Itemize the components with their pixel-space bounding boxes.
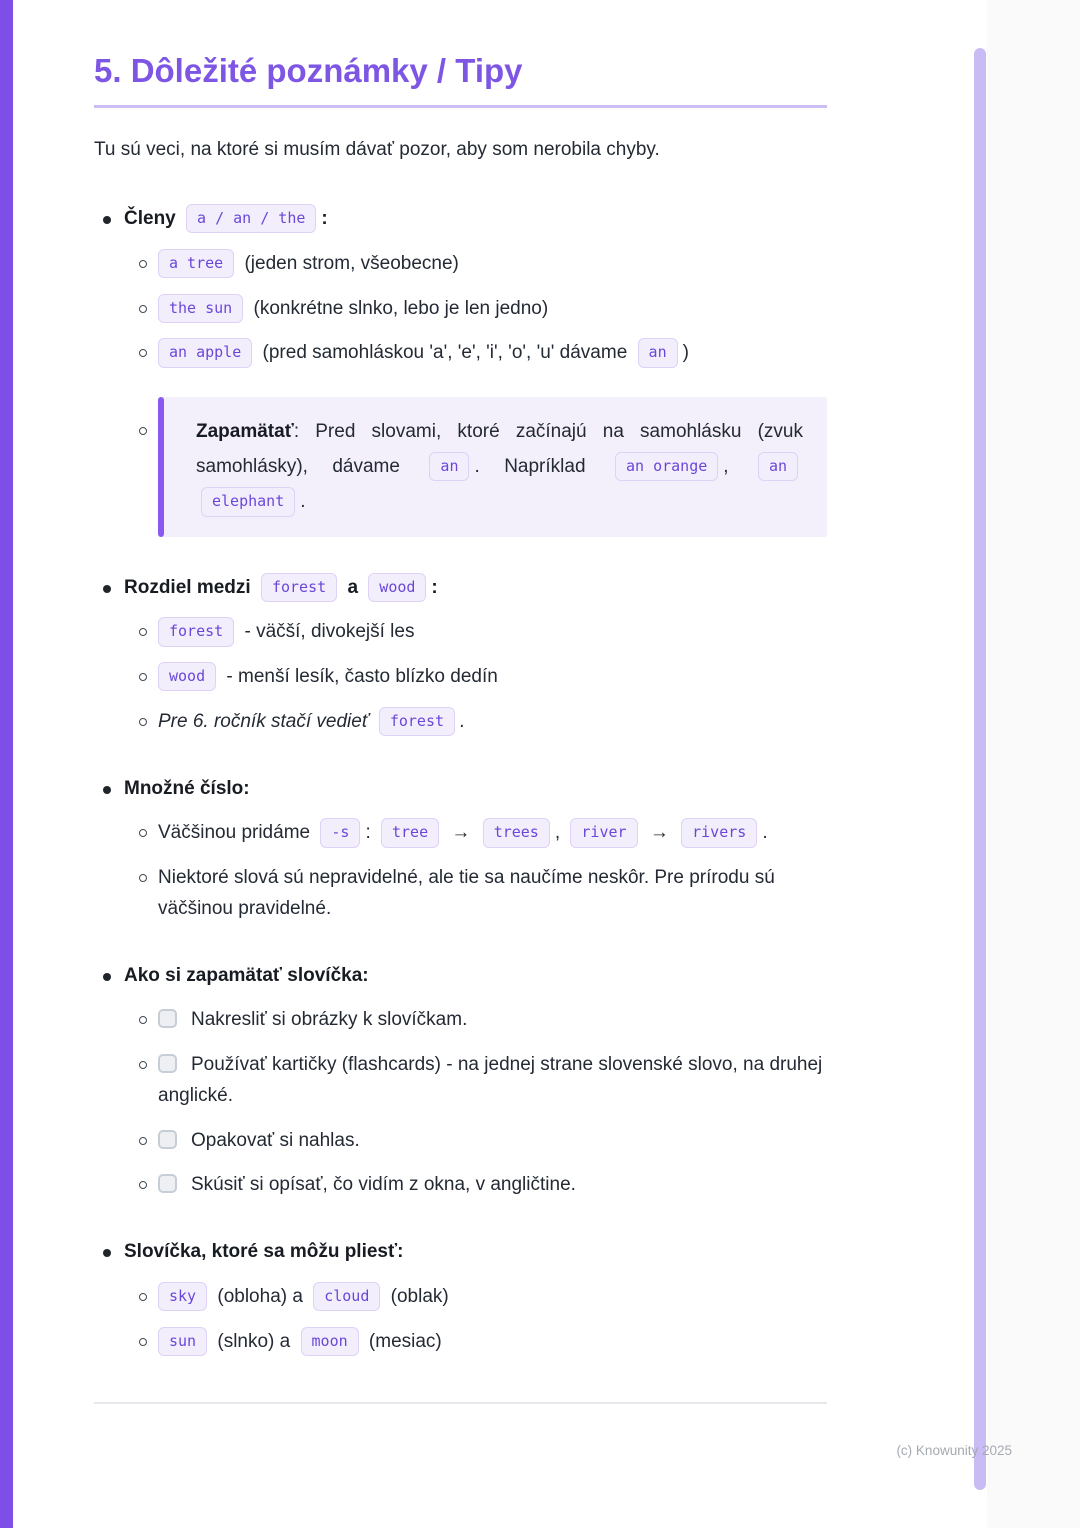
circle-bullet-icon: [139, 427, 147, 435]
footer-credit: (c) Knowunity 2025: [896, 1443, 1012, 1458]
text: Skúsiť si opísať, čo vidím z okna, v angličtine.: [191, 1174, 576, 1196]
sub-list: [124, 818, 827, 924]
item-heading: [124, 204, 827, 235]
intro-paragraph: Tu sú veci, na ktoré si musím dávať pozor, aby som nerobila chyby.: [94, 139, 660, 161]
sub-item-text: [158, 863, 827, 925]
circle-bullet-icon: [139, 1338, 147, 1346]
text: Väčšinou pridáme: [158, 822, 311, 844]
circle-bullet-icon: [139, 673, 147, 681]
text: (pred samohláskou 'a', 'e', 'i', 'o', 'u' dávame: [262, 342, 628, 364]
bullet-icon: [103, 216, 111, 224]
list-item-plural: [94, 774, 827, 925]
task-text: [158, 1170, 827, 1201]
sub-item-text: [158, 707, 827, 738]
code-chip: a tree: [158, 249, 234, 278]
circle-bullet-icon: [139, 1137, 147, 1145]
text: .: [762, 822, 768, 844]
item-heading: [124, 1237, 827, 1268]
text: (oblak): [390, 1285, 449, 1307]
task-text: [158, 1126, 827, 1157]
text: ,: [554, 822, 561, 844]
code-chip: river: [570, 818, 637, 847]
text: (jeden strom, všeobecne): [244, 252, 459, 274]
code-chip: moon: [301, 1327, 359, 1356]
section-divider: [94, 1402, 827, 1404]
colon: :: [397, 1241, 404, 1263]
sub-item: [124, 338, 827, 369]
code-chip: -s: [320, 818, 360, 847]
code-chip: forest: [379, 707, 455, 736]
left-accent-stripe: [0, 0, 13, 1528]
checkbox[interactable]: [158, 1130, 177, 1149]
sub-item: [124, 294, 827, 325]
text: (mesiac): [368, 1330, 442, 1352]
sub-list: [124, 1282, 827, 1358]
colon: :: [321, 208, 328, 230]
code-chip: an apple: [158, 338, 252, 367]
text: (konkrétne slnko, lebo je len jedno): [253, 297, 549, 319]
bullet-icon: [103, 585, 111, 593]
circle-bullet-icon: [139, 829, 147, 837]
task-text: [158, 1050, 827, 1112]
text: : Pred slovami, ktoré začínajú na samohlásku (zvuk samohlásky), dávame: [196, 421, 803, 478]
text: Nakresliť si obrázky k slovíčkam.: [191, 1009, 468, 1031]
page-title: 5. Dôležité poznámky / Tipy: [94, 50, 827, 108]
item-heading: [124, 573, 827, 604]
code-chip: an: [638, 338, 678, 367]
sub-item-text: [158, 338, 827, 369]
scrollbar-thumb[interactable]: [974, 48, 986, 1490]
code-chip: an orange: [615, 452, 718, 481]
list-item-memorize: [94, 961, 827, 1202]
sub-item: [124, 249, 827, 280]
code-chip: tree: [381, 818, 439, 847]
text: (obloha) a: [217, 1285, 303, 1307]
item-label: Členy: [124, 208, 176, 230]
sub-item-text: [158, 617, 827, 648]
list-item-articles: [94, 204, 827, 536]
circle-bullet-icon: [139, 1293, 147, 1301]
text: . Napríklad: [474, 456, 586, 478]
text: Opakovať si nahlas.: [191, 1129, 360, 1151]
task-item: [124, 1170, 827, 1201]
text: - menší lesík, často blízko dedín: [226, 666, 498, 688]
code-chip: rivers: [681, 818, 757, 847]
content-area: [94, 50, 827, 1404]
checkbox[interactable]: [158, 1009, 177, 1028]
circle-bullet-icon: [139, 305, 147, 313]
code-chip: the sun: [158, 294, 243, 323]
colon: :: [243, 777, 250, 799]
code-chip: an: [758, 452, 798, 481]
note-text: [196, 414, 803, 519]
circle-bullet-icon: [139, 874, 147, 882]
text: - väčší, divokejší les: [244, 621, 415, 643]
code-chip: forest: [158, 617, 234, 646]
bullet-icon: [103, 973, 111, 981]
text-italic: Pre 6. ročník stačí vedieť: [158, 710, 369, 732]
sub-item: [124, 707, 827, 738]
callout-note: [158, 397, 827, 536]
sub-item: [124, 1327, 827, 1358]
item-label: Slovíčka, ktoré sa môžu pliesť: [124, 1241, 398, 1263]
checkbox[interactable]: [158, 1054, 177, 1073]
notes-list: [94, 204, 827, 1358]
right-gutter: [987, 0, 1080, 1528]
item-label: Rozdiel medzi: [124, 576, 251, 598]
sub-item-text: [158, 1282, 827, 1313]
sub-item: [124, 863, 827, 925]
sub-item: [124, 617, 827, 648]
task-text: [158, 1005, 827, 1036]
task-item: [124, 1126, 827, 1157]
note-accent-bar: [158, 397, 164, 536]
colon: :: [362, 964, 369, 986]
circle-bullet-icon: [139, 349, 147, 357]
text: .: [300, 491, 306, 513]
text-italic: .: [460, 710, 466, 732]
bullet-icon: [103, 1249, 111, 1257]
sub-list: [124, 617, 827, 737]
text: ,: [723, 456, 729, 478]
list-item-forest-wood: [94, 573, 827, 738]
code-chip: a / an / the: [186, 204, 316, 233]
task-item: [124, 1050, 827, 1112]
sub-item: [124, 1282, 827, 1313]
item-heading: [124, 961, 827, 992]
arrow-right-icon: →: [649, 822, 669, 844]
code-chip: sun: [158, 1327, 207, 1356]
colon: :: [365, 822, 371, 844]
circle-bullet-icon: [139, 1016, 147, 1024]
text: Niektoré slová sú nepravidelné, ale tie sa naučíme neskôr. Pre prírodu sú väčšinou pravidelné.: [158, 867, 775, 919]
item-heading: [124, 774, 827, 805]
code-chip: an: [429, 452, 469, 481]
circle-bullet-icon: [139, 628, 147, 636]
code-chip: elephant: [201, 487, 295, 516]
bullet-icon: [103, 786, 111, 794]
sub-item-text: [158, 294, 827, 325]
sub-item-text: [158, 1327, 827, 1358]
code-chip: trees: [483, 818, 550, 847]
text: Používať kartičky (flashcards) - na jednej strane slovenské slovo, na druhej anglické.: [158, 1054, 823, 1106]
item-label: Ako si zapamätať slovíčka: [124, 964, 363, 986]
item-label: Množné číslo: [124, 777, 244, 799]
arrow-right-icon: →: [451, 822, 471, 844]
text: ): [682, 342, 689, 364]
circle-bullet-icon: [139, 260, 147, 268]
sub-item: [124, 662, 827, 693]
colon: :: [431, 576, 438, 598]
sub-list: [124, 1005, 827, 1201]
task-item: [124, 1005, 827, 1036]
checkbox[interactable]: [158, 1174, 177, 1193]
code-chip: sky: [158, 1282, 207, 1311]
sub-item: [124, 818, 827, 849]
item-label: a: [347, 576, 359, 598]
sub-list: [124, 249, 827, 537]
sub-item-text: [158, 662, 827, 693]
sub-item-text: [158, 249, 827, 280]
text: (slnko) a: [217, 1330, 291, 1352]
circle-bullet-icon: [139, 718, 147, 726]
code-chip: wood: [368, 573, 426, 602]
sub-item-text: [158, 818, 827, 849]
note-bold: Zapamätať: [196, 421, 294, 443]
code-chip: cloud: [313, 1282, 380, 1311]
list-item-confusable-words: [94, 1237, 827, 1357]
code-chip: wood: [158, 662, 216, 691]
circle-bullet-icon: [139, 1061, 147, 1069]
note-item: [124, 397, 827, 536]
code-chip: forest: [261, 573, 337, 602]
circle-bullet-icon: [139, 1181, 147, 1189]
